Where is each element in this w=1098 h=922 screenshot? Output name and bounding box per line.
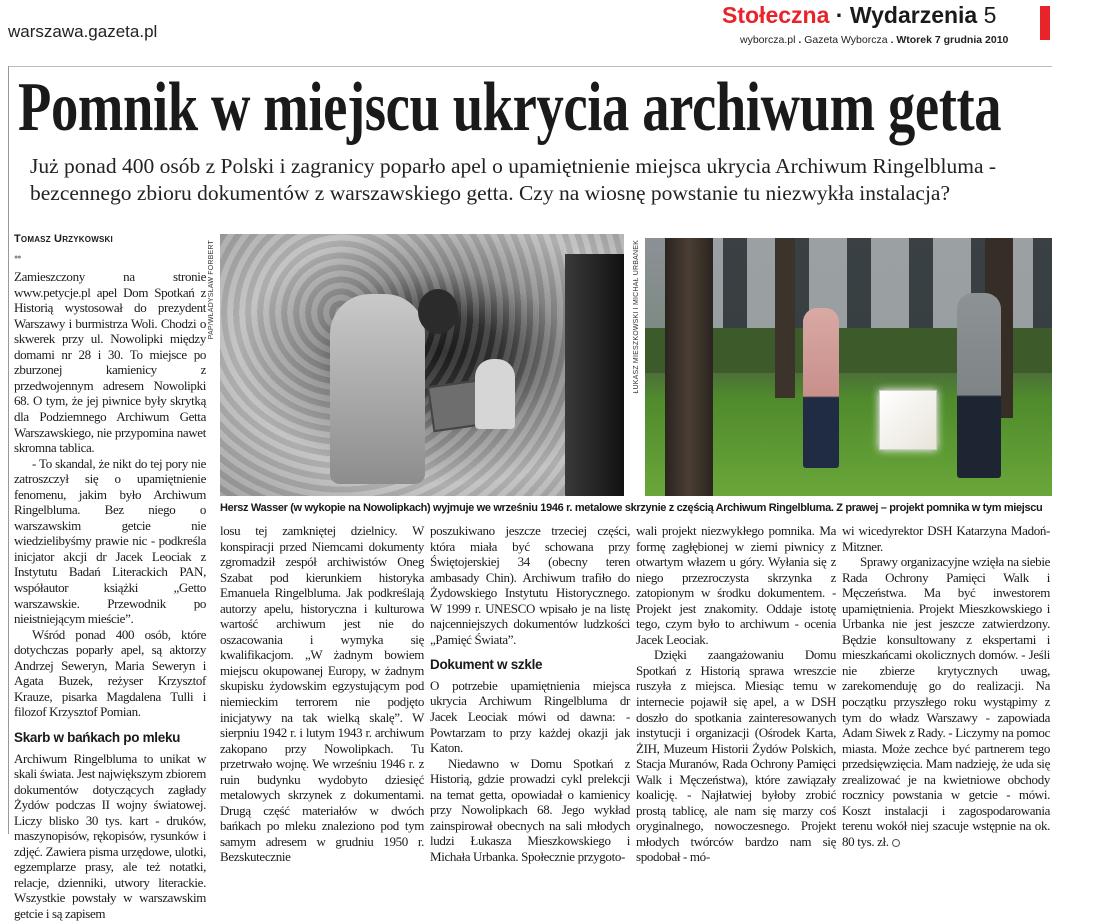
subsection-name: Wydarzenia xyxy=(849,2,978,28)
end-of-article-icon xyxy=(892,839,900,847)
section-name: Stołeczna xyxy=(722,2,830,28)
tree-trunk xyxy=(775,238,795,398)
section-separator: · xyxy=(835,2,844,28)
paragraph: wali projekt niezwykłego pomnika. Ma formę zagłębionej w ziemi piwnicy z otwartym włazem u góry. Wyłania się z niego przezroczysta skrzynka z zatopionym w środku dokumentem. - Projekt jest znakomity. Oddaje istotę tego, czym było to archiwum - ocenia Jacek Leociak. xyxy=(636,523,836,647)
section-color-bar xyxy=(1040,6,1050,40)
photo-caption: Hersz Wasser (w wykopie na Nowolipkach) wyjmuje we wrześniu 1946 r. metalowe skrzynie z częścią Archiwum Ringelbluma. Z prawej – projekt pomnika w tym miejscu xyxy=(220,502,1043,514)
paragraph: - To skandal, że nikt do tej pory nie zatroszczył się o upamiętnienie fenomenu, jakim było Archiwum Ringelbluma. Bez niego o warszawskim getcie nie wiedzielibyśmy prawie nic - podkreśla inicjator akcji dr Jacek Leociak z Instytutu Badań Literackich PAN, współautor książki „Getto warszawskie. Przewodnik po nieistniejącym mieście”. xyxy=(14,455,206,627)
article-column-3 xyxy=(430,523,630,864)
dateline: wyborcza.pl . Gazeta Wyborcza . Wtorek 7 grudnia 2010 xyxy=(740,34,1009,46)
page-number: 5 xyxy=(983,2,997,28)
man-figure xyxy=(330,294,425,484)
dateline-site: wyborcza.pl xyxy=(740,34,796,46)
paragraph: wi wicedyrektor DSH Katarzyna Madoń-Mitzner. xyxy=(842,523,1050,554)
paragraph-final xyxy=(842,554,1050,849)
left-divider xyxy=(8,66,9,834)
byline: Tomasz Urzykowski xyxy=(14,233,113,245)
right-figure xyxy=(565,254,624,496)
paragraph: poszukiwano jeszcze trzeciej części, która miała być schowana przy Świętojerskiej 34 (obecny teren ambasady Chin). Archiwum trafiło do Żydowskiego Instytutu Historycznego. W 1999 r. UNESCO wpisało je na listę najcenniejszych dokumentów ludzkości „Pamięć Świata”. xyxy=(430,523,630,647)
top-divider xyxy=(8,66,1052,67)
woman-figure xyxy=(803,308,839,468)
dateline-date: Wtorek 7 grudnia 2010 xyxy=(896,34,1009,46)
headline: Pomnik w miejscu ukrycia archiwum getta xyxy=(18,69,1002,146)
lead-paragraph: Już ponad 400 osób z Polski i zagranicy poparło apel o upamiętnienie miejsca ukrycia Archiwum Ringelbluma - bezcennego zbioru dokumentów z warszawskiego getta. Czy na wiosnę powstanie tu niezwykła instalacja? xyxy=(30,154,997,205)
man-head xyxy=(418,289,458,334)
paragraph: Dzięki zaangażowaniu Domu Spotkań z Historią sprawa wreszcie ruszyła z miejsca. Miesiąc temu w internecie pojawił się apel, a w DSH doszło do spotkania zainteresowanych instytucji i organizacji (Ośrodek Karta, ŻIH, Muzeum Historii Żydów Polskich, Stacja Muranów, Rada Ochrony Pamięci Walk i Męczeństwa), które zawiązały koalicję. - Najłatwiej byłoby zrobić prostą tablicę, ale nam się marzy coś oryginalnego, nowoczesnego. Projekt młodych twórców bardzo nam się spodobał - mó- xyxy=(636,647,836,865)
archival-photo xyxy=(220,234,624,496)
subheading: Dokument w szkle xyxy=(430,657,543,673)
paragraph: O potrzebie upamiętnienia miejsca ukrycia Archiwum Ringelbluma dr Jacek Leociak mówi od dawna: - Powtarzam to przy każdej okazji jak Katon. xyxy=(430,677,630,756)
article-column-1 xyxy=(14,232,206,922)
article-column-4 xyxy=(636,523,836,865)
byline-dots: ●● xyxy=(14,252,21,261)
photo-credit: PAP/WŁADYSŁAW FORBERT xyxy=(208,240,215,340)
site-url: warszawa.gazeta.pl xyxy=(8,22,158,41)
paragraph: losu tej zamkniętej dzielnicy. W konspiracji przed Niemcami dokumenty zgromadził zespół archiwistów Oneg Szabat pod kierunkiem historyka Emanuela Ringelbluma. Jak podkreślają autorzy apelu, historyczna i kulturowa wartość archiwum jest nie do oszacowania i wymyka się kwalifikacjom. „W żadnym bowiem miejscu okupowanej Europy, w żadnym skupisku żydowskim egzystującym pod niemieckim terrorem nie podjęto inicjatywy na tak wielką skalę”. W sierpniu 1942 r. i lutym 1943 r. archiwum zakopano przy Nowolipkach. Tu przetrwało wojnę. We wrześniu 1946 r. z ruin budynku wydobyto dziesięć metalowych skrzynek z dokumentami. Drugą część materiałów w dwóch bańkach po mleku znaleziono pod tym samym adresem w grudniu 1950 r. Bezskutecznie xyxy=(220,523,424,865)
paragraph: Niedawno w Domu Spotkań z Historią, gdzie prowadzi cykl prelekcji na temat getta, opowiadał o kamienicy przy Nowolipkach 68. Jego wykład zainspirował obecnych na sali młodych ludzi Łukasza Mieszkowskiego i Michała Urbanka. Społecznie przygoto- xyxy=(430,755,630,864)
paragraph: Archiwum Ringelbluma to unikat w skali świata. Jest największym zbiorem dokumentów dotyczących zagłady Żydów podczas II wojny światowej. Liczy blisko 30 tys. kart - druków, maszynopisów, rękopisów, rysunków i zdjęć. Zawiera pisma urzędowe, ulotki, egzemplarze prasy, ale też notatki, relacje, dzienniki, utwory literackie. Wszystkie powstały w warszawskim getcie i są zapisem xyxy=(14,750,206,921)
dateline-paper: Gazeta Wyborcza xyxy=(804,34,888,46)
paragraph: Wśród ponad 400 osób, które dotychczas poparły apel, są aktorzy Andrzej Seweryn, Maria Seweryn i Agata Buzek, reżyser Krzysztof Krauze, pisarka Magdalena Tulli i filozof Krzysztof Pomian. xyxy=(14,626,206,720)
paragraph: Sprawy organizacyjne wzięła na siebie Rada Ochrony Pamięci Walk i Męczeństwa. Ma być inwestorem upamiętnienia. Projekt Mieszkowskiego i Urbanka nie jest jeszcze zatwierdzony. Będzie konsultowany z ekspertami i mieszkańcami okolicznych domów. - Jeśli nie zbierze krytycznych uwag, zarekomenduję go do realizacji. Na początku przyszłego roku wystąpimy z tym do władz Warszawy - zapowiada Adam Siwek z Rady. - Liczymy na pomoc miasta. Może zechce być partnerem tego przedsięwzięcia. Mam nadzieję, że uda się zrealizować je na kwietniowe obchody rocznicy powstania w getcie - mówi. Koszt instalacji i zagospodarowania terenu wokół niej szacuje wstępnie na ok. 80 tys. zł. xyxy=(842,554,1050,849)
photo-credit: ŁUKASZ MIESZKOWSKI I MICHAŁ URBANEK xyxy=(633,240,640,394)
worker-in-pit xyxy=(475,359,515,429)
article-column-5 xyxy=(842,523,1050,849)
man-figure xyxy=(957,293,1001,478)
subheading: Skarb w bańkach po mleku xyxy=(14,729,181,745)
tree-trunk xyxy=(665,238,713,496)
glass-box-monument xyxy=(879,390,937,450)
paragraph: Zamieszczony na stronie www.petycje.pl apel Dom Spotkań z Historią wystosował do prezydent Warszawy i burmistrza Woli. Chodzi o skwerek przy ul. Nowolipki między domami nr 28 i 30. To miejsce po zburzonej kamienicy z przedwojennym adresem Nowolipki 68. O tym, że jej piwnice były skrytką dla Podziemnego Archiwum Getta Warszawskiego, nie przypomina nawet skromna tablica. xyxy=(14,269,206,456)
section-header xyxy=(722,2,996,29)
article-column-2 xyxy=(220,523,424,865)
monument-project-photo xyxy=(645,238,1052,496)
